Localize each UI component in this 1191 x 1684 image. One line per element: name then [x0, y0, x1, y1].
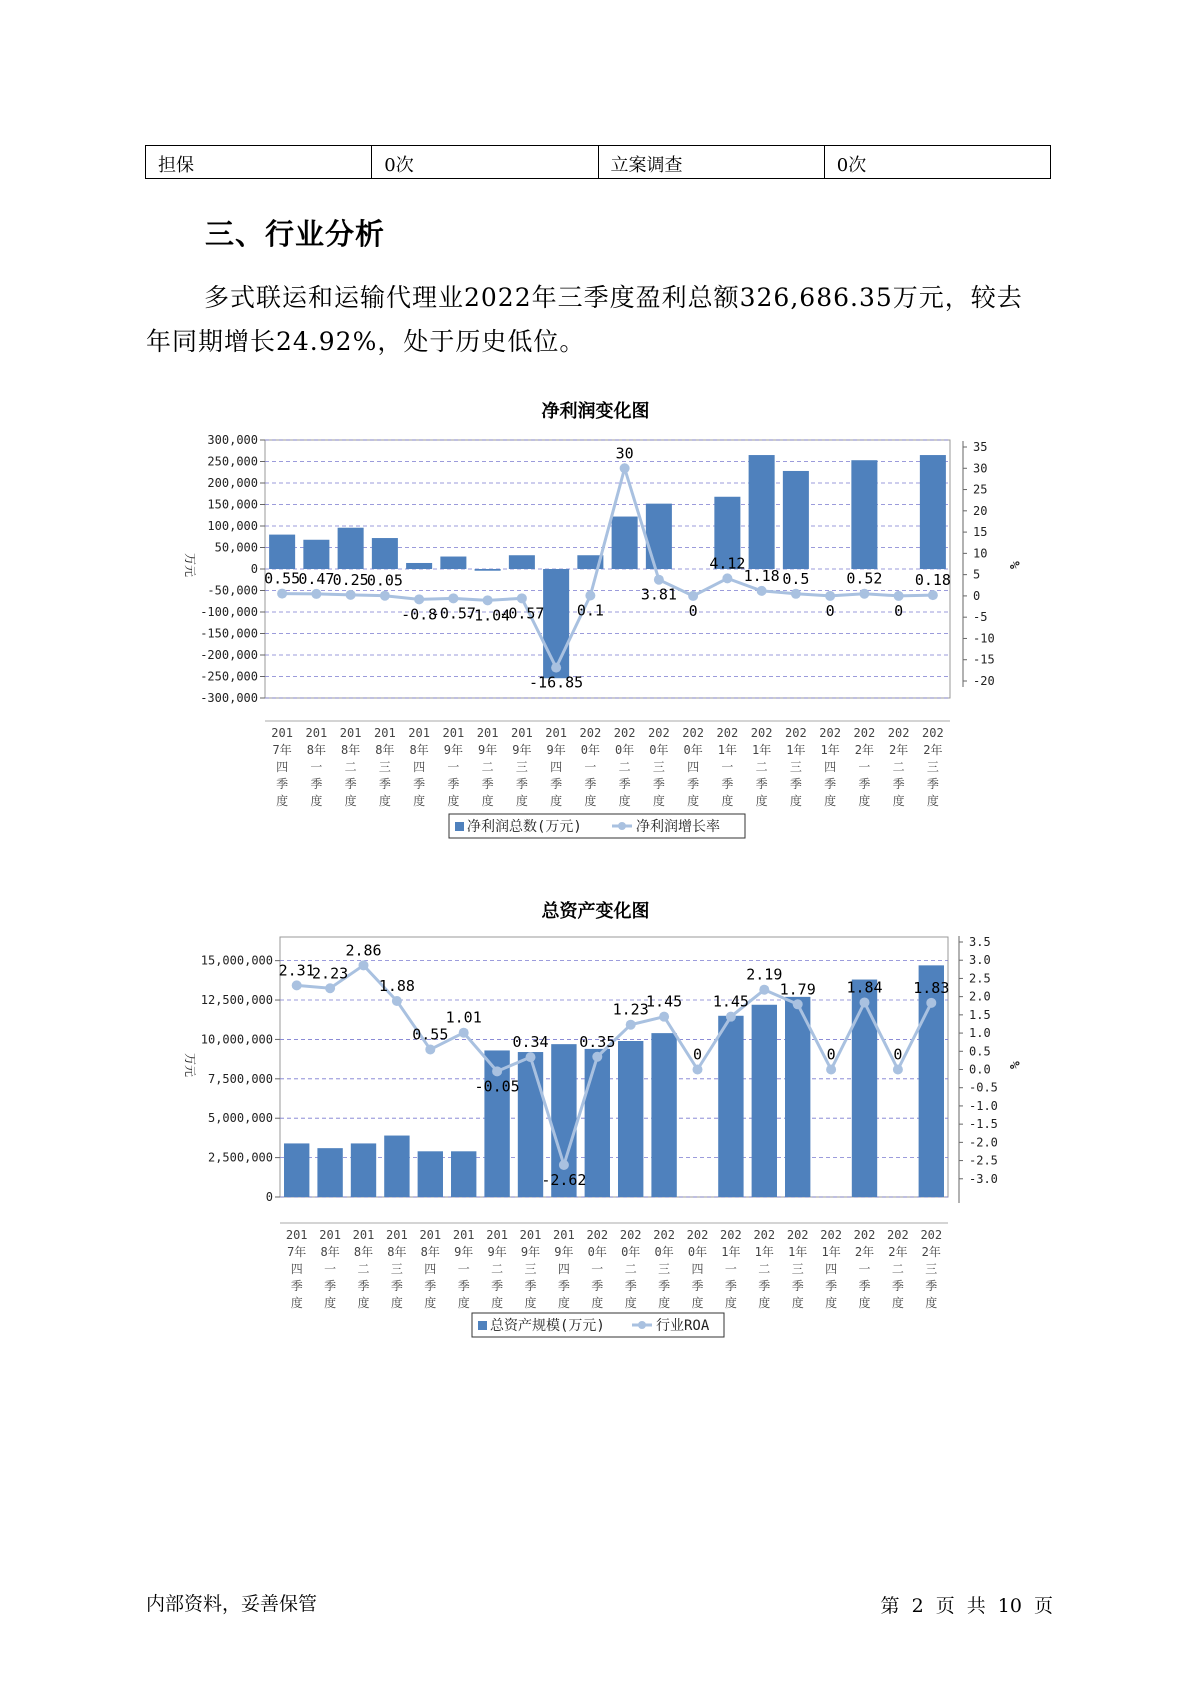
data-label: 2.23	[312, 964, 349, 983]
line-point	[380, 591, 390, 601]
data-label: 0.52	[846, 569, 883, 588]
data-label: 0.5	[782, 569, 810, 588]
data-label: 0.05	[366, 571, 403, 590]
data-label: 4.12	[709, 554, 746, 573]
right-tick-label: 20	[973, 503, 988, 518]
line-point	[722, 573, 732, 583]
line-point	[459, 1028, 469, 1038]
left-tick-label: 5,000,000	[207, 1111, 273, 1126]
bar	[269, 535, 295, 569]
line-point	[551, 663, 561, 673]
category-label: 202 1年二季度	[753, 1228, 776, 1310]
left-tick-label: 50,000	[214, 540, 258, 555]
section-heading: 三、行业分析	[205, 217, 386, 251]
right-tick-label: -20	[973, 674, 995, 688]
data-label: -0.57	[499, 604, 545, 623]
data-label: 2.31	[278, 961, 315, 980]
line-point	[425, 1044, 435, 1054]
line-point	[414, 594, 424, 604]
right-tick-label: 30	[973, 461, 988, 476]
line-point	[928, 590, 938, 600]
legend-line-label: 行业ROA	[656, 1318, 710, 1334]
bar	[543, 569, 569, 678]
right-tick-label: 35	[973, 440, 988, 454]
data-label: 3.81	[640, 585, 677, 604]
category-label: 201 8年四季度	[419, 1228, 442, 1310]
right-tick-label: 10	[973, 546, 988, 561]
line-point	[793, 999, 803, 1009]
data-label: 0.1	[576, 601, 604, 620]
left-tick-label: 15,000,000	[200, 953, 273, 968]
left-tick-label: 150,000	[207, 497, 258, 512]
analysis-paragraph	[146, 276, 1056, 364]
left-tick-label: -250,000	[200, 669, 258, 684]
footer-confidential: 内部资料，妥善保管	[146, 1593, 318, 1615]
data-label: -16.85	[529, 673, 584, 692]
data-label: 0	[692, 1045, 703, 1064]
bar	[418, 1151, 443, 1197]
category-label: 201 9年四季度	[545, 726, 567, 808]
category-label: 201 7年四季度	[285, 1228, 308, 1310]
left-tick-label: -300,000	[200, 691, 258, 705]
right-tick-label: -0.5	[969, 1080, 998, 1095]
category-label: 202 2年二季度	[887, 726, 910, 808]
category-label: 201 9年三季度	[511, 726, 533, 808]
bar	[785, 997, 810, 1197]
right-tick-label: -5	[973, 610, 988, 625]
left-tick-label: 2,500,000	[207, 1150, 273, 1165]
data-label: 0.34	[512, 1033, 549, 1052]
right-tick-label: 3.5	[969, 935, 991, 949]
bar	[284, 1143, 309, 1197]
line-point	[526, 1052, 536, 1062]
left-tick-label: 300,000	[207, 433, 258, 447]
bar	[651, 1033, 676, 1197]
data-label: 0.55	[412, 1025, 449, 1044]
data-label: 2.19	[746, 965, 783, 984]
data-label: 0	[893, 1045, 903, 1064]
category-label: 202 0年二季度	[619, 1228, 642, 1310]
bar	[518, 1052, 543, 1197]
right-tick-label: 15	[973, 525, 988, 540]
data-label: 0.18	[914, 571, 951, 590]
category-label: 201 8年二季度	[339, 726, 362, 808]
category-label: 202 1年二季度	[750, 726, 773, 808]
bar	[618, 1041, 643, 1197]
line-point	[825, 591, 835, 601]
category-label: 201 9年一季度	[452, 1228, 475, 1310]
right-tick-label: -15	[973, 652, 995, 667]
line-point	[659, 1012, 669, 1022]
category-label: 202 2年一季度	[853, 726, 876, 808]
data-label: 0.35	[579, 1032, 616, 1051]
bar	[451, 1151, 476, 1197]
paragraph-line-2: 年同期增长24.92%，处于历史低位。	[146, 327, 586, 356]
right-tick-label: -10	[973, 631, 995, 646]
bar	[338, 528, 364, 569]
left-axis-label: 万元	[183, 552, 197, 578]
data-label: 0.47	[298, 569, 335, 588]
category-label: 202 2年三季度	[920, 1228, 943, 1310]
data-label: -0.05	[474, 1077, 520, 1096]
category-label: 201 9年三季度	[519, 1228, 542, 1310]
legend-bar-label: 总资产规模(万元)	[490, 1318, 605, 1334]
right-tick-label: -3.0	[969, 1171, 998, 1186]
category-label: 201 8年三季度	[374, 726, 396, 808]
category-label: 201 9年四季度	[553, 1228, 575, 1310]
category-label: 201 8年三季度	[386, 1228, 408, 1310]
left-tick-label: 200,000	[207, 476, 258, 490]
right-tick-label: -2.5	[969, 1153, 998, 1168]
left-tick-label: -150,000	[200, 626, 258, 641]
line-point	[517, 593, 527, 603]
bar	[612, 517, 638, 569]
line-point	[926, 998, 936, 1008]
category-label: 202 2年二季度	[887, 1228, 909, 1310]
table-cell: 0次	[372, 146, 598, 179]
line-point	[585, 590, 595, 600]
category-label: 202 1年四季度	[820, 1228, 842, 1310]
line-point	[626, 1020, 636, 1030]
category-label: 201 7年四季度	[271, 726, 293, 808]
bar	[509, 555, 535, 569]
line-point	[726, 1012, 736, 1022]
bar	[475, 569, 501, 571]
category-label: 201 8年一季度	[305, 726, 328, 808]
table-cell: 立案调查	[598, 146, 824, 179]
data-label: 0	[894, 601, 904, 620]
category-label: 201 9年二季度	[476, 726, 499, 808]
left-tick-label: 0	[265, 1190, 273, 1204]
category-label: 202 0年三季度	[648, 726, 670, 808]
legend-bar-label: 净利润总数(万元)	[467, 819, 582, 835]
legend-bar-swatch	[478, 1321, 487, 1330]
info-table	[145, 145, 1051, 179]
data-label: 0.55	[264, 569, 301, 588]
line-point	[311, 589, 321, 599]
line-point	[448, 593, 458, 603]
category-label: 201 8年二季度	[352, 1228, 375, 1310]
right-tick-label: 5	[973, 567, 981, 582]
bar	[440, 557, 466, 569]
line-point	[559, 1160, 569, 1170]
category-label: 202 1年三季度	[785, 726, 807, 808]
right-tick-label: -2.0	[969, 1135, 998, 1150]
left-tick-label: 12,500,000	[200, 993, 273, 1008]
data-label: 1.84	[846, 978, 883, 997]
data-label: 1.88	[378, 977, 415, 996]
data-label: 0	[826, 1045, 836, 1064]
line-point	[893, 1065, 903, 1075]
line-point	[392, 996, 402, 1006]
right-tick-label: 0.5	[969, 1044, 991, 1059]
table-row	[146, 146, 1051, 179]
data-label: 1.83	[913, 978, 950, 997]
bar	[372, 538, 398, 569]
category-label: 202 0年二季度	[613, 726, 636, 808]
line-point	[292, 980, 302, 990]
category-label: 202 1年三季度	[786, 1228, 809, 1310]
bar	[749, 455, 775, 569]
left-tick-label: -200,000	[200, 648, 258, 662]
data-label: 1.23	[612, 1000, 649, 1019]
left-tick-label: 10,000,000	[200, 1032, 273, 1047]
category-label: 202 1年一季度	[720, 1228, 742, 1310]
bar	[646, 504, 672, 569]
chart1-title: 净利润变化图	[541, 401, 650, 422]
line-point	[325, 983, 335, 993]
legend-line-marker	[638, 1321, 646, 1329]
line-point	[620, 463, 630, 473]
bar	[351, 1143, 376, 1197]
data-label: 0.25	[332, 570, 369, 589]
right-tick-label: -1.0	[969, 1098, 998, 1113]
left-tick-label: 7,500,000	[207, 1071, 273, 1086]
data-label: 30	[615, 444, 634, 463]
right-tick-label: 25	[973, 482, 988, 497]
legend-bar-swatch	[455, 822, 464, 831]
data-label: 0	[688, 601, 698, 620]
left-tick-label: -50,000	[207, 583, 258, 598]
bar	[585, 1049, 610, 1197]
right-tick-label: 2.0	[969, 989, 991, 1004]
data-label: -0.57	[430, 604, 476, 623]
line-point	[826, 1065, 836, 1075]
category-label: 202 0年四季度	[686, 1228, 709, 1310]
right-tick-label: 1.0	[969, 1026, 991, 1041]
data-label: 1.79	[779, 980, 816, 999]
category-label: 202 2年一季度	[853, 1228, 876, 1310]
bar	[384, 1136, 409, 1197]
net-profit-chart	[0, 425, 1191, 895]
line-point	[791, 589, 801, 599]
category-label: 202 0年四季度	[682, 726, 704, 808]
category-label: 202 0年一季度	[586, 1228, 609, 1310]
category-label: 201 9年二季度	[486, 1228, 508, 1310]
right-tick-label: 0	[973, 588, 981, 603]
right-axis-label: %	[1006, 1061, 1021, 1069]
right-tick-label: -1.5	[969, 1117, 998, 1132]
line-point	[592, 1052, 602, 1062]
data-label: 1.45	[646, 992, 683, 1011]
left-tick-label: 100,000	[207, 519, 258, 533]
bar	[851, 460, 877, 569]
paragraph-line-1: 多式联运和运输代理业2022年三季度盈利总额326,686.35万元，较去	[204, 283, 1023, 312]
table-cell: 担保	[146, 146, 372, 179]
bar	[317, 1148, 342, 1197]
left-tick-label: 0	[250, 562, 258, 576]
line-point	[359, 960, 369, 970]
line-point	[860, 997, 870, 1007]
category-label: 202 1年四季度	[819, 726, 841, 808]
line-point	[688, 591, 698, 601]
category-label: 202 0年三季度	[653, 1228, 675, 1310]
bar	[852, 980, 877, 1197]
line-point	[894, 591, 904, 601]
line-point	[483, 595, 493, 605]
line-point	[693, 1065, 703, 1075]
right-tick-label: 2.5	[969, 971, 991, 986]
data-label: -2.62	[541, 1170, 587, 1189]
bar	[406, 563, 432, 569]
bar	[920, 455, 946, 569]
line-point	[492, 1066, 502, 1076]
data-label: 2.86	[345, 941, 382, 960]
right-tick-label: 0.0	[969, 1062, 991, 1077]
chart2-title: 总资产变化图	[541, 901, 650, 922]
category-label: 202 2年三季度	[922, 726, 944, 808]
data-label: 1.45	[712, 992, 749, 1011]
legend-line-label: 净利润增长率	[636, 819, 720, 835]
line-point	[859, 589, 869, 599]
right-axis-label: %	[1006, 561, 1021, 569]
category-label: 202 1年一季度	[716, 726, 739, 808]
total-assets-chart	[0, 925, 1191, 1385]
legend-line-marker	[618, 822, 626, 830]
line-point	[277, 589, 287, 599]
category-label: 201 9年一季度	[442, 726, 465, 808]
line-point	[346, 590, 356, 600]
left-axis-label: 万元	[183, 1052, 197, 1078]
left-tick-label: -100,000	[200, 605, 258, 619]
data-label: 1.01	[445, 1008, 482, 1027]
line-point	[654, 575, 664, 585]
data-label: 0	[825, 601, 835, 620]
category-label: 201 8年四季度	[408, 726, 430, 808]
category-label: 201 8年一季度	[319, 1228, 341, 1310]
line-point	[759, 985, 769, 995]
right-tick-label: 3.0	[969, 953, 991, 968]
category-label: 202 0年一季度	[579, 726, 602, 808]
bar	[783, 471, 809, 569]
data-label: 1.18	[743, 566, 780, 585]
line-point	[757, 586, 767, 596]
data-label: -0.8	[401, 605, 438, 624]
bar	[752, 1005, 777, 1197]
bar	[303, 540, 329, 569]
data-label: -1.04	[465, 606, 511, 625]
bar	[718, 1016, 743, 1197]
right-tick-label: 1.5	[969, 1007, 991, 1022]
table-cell: 0次	[824, 146, 1050, 179]
left-tick-label: 250,000	[207, 454, 258, 469]
footer-page-number: 第 2 页 共 10 页	[880, 1595, 1053, 1617]
